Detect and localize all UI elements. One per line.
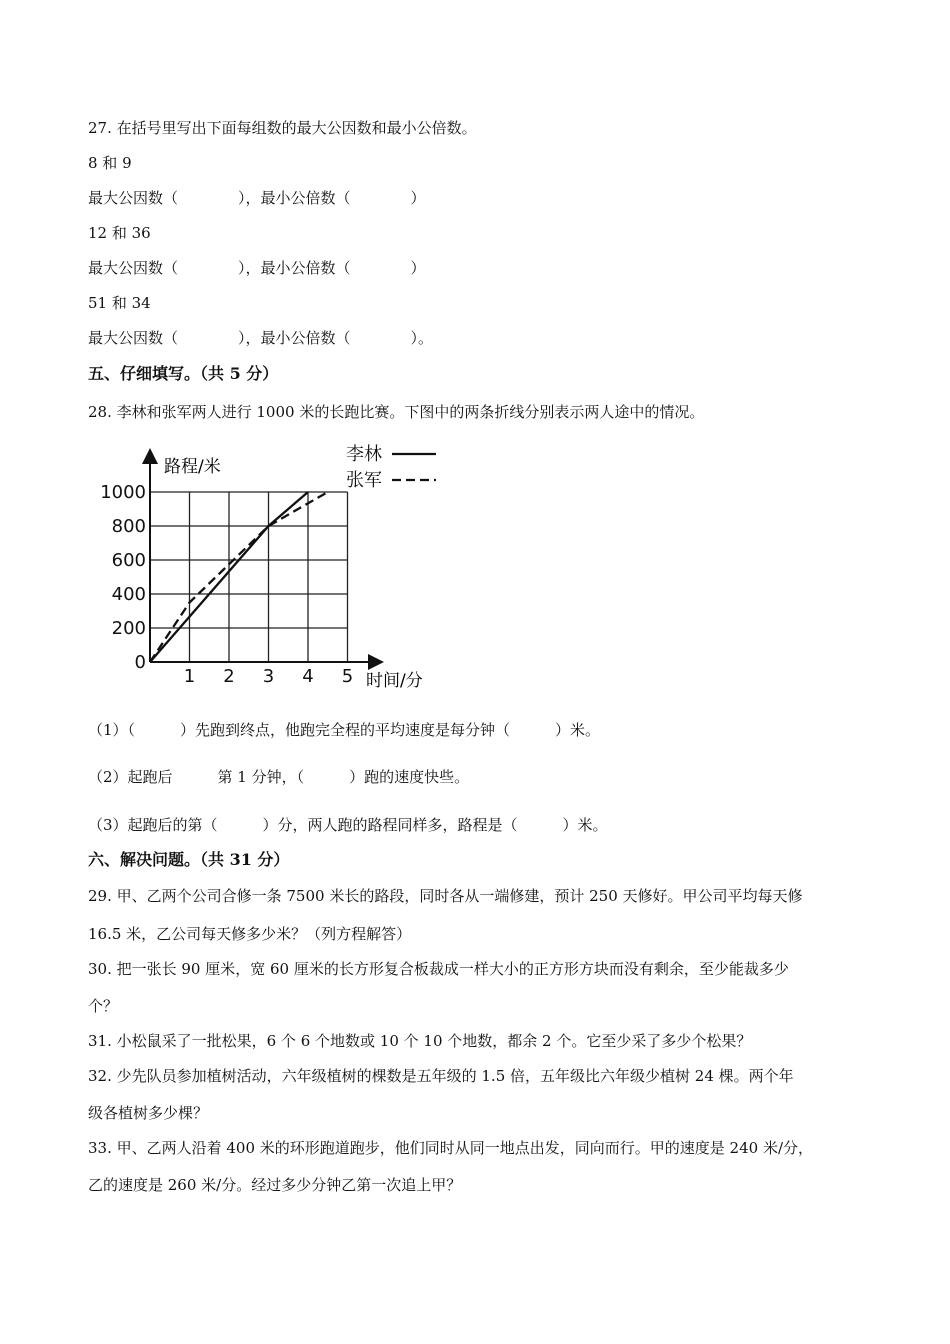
y-tick-label: 400: [111, 584, 146, 605]
y-tick-label: 1000: [100, 482, 146, 503]
x-tick-label: 1: [183, 666, 196, 687]
y-tick-label: 0: [134, 652, 146, 673]
y-tick-label: 600: [111, 550, 146, 571]
q33-line2: 乙的速度是 260 米/分。经过多少分钟乙第一次追上甲？: [88, 1176, 462, 1194]
q27-group3-pair: 51 和 34: [88, 294, 151, 312]
x-axis-label: 时间/分: [366, 671, 423, 691]
q27-group2-pair: 12 和 36: [88, 224, 151, 242]
series-line-zhangjun: [150, 492, 328, 662]
q27-group1-pair: 8 和 9: [88, 154, 132, 172]
section6-title: 六、解决问题。（共 31 分）: [88, 850, 290, 869]
q29-line1: 29. 甲、乙两个公司合修一条 7500 米长的路段，同时各从一端修建，预计 250 天修好。甲公司平均每天修: [88, 887, 803, 905]
q32-line1: 32. 少先队员参加植树活动，六年级植树的棵数是五年级的 1.5 倍，五年级比六年级少植树 24 棵。两个年: [88, 1067, 794, 1085]
q30-line1: 30. 把一张长 90 厘米，宽 60 厘米的长方形复合板裁成一样大小的正方形方块而没有剩余，至少能裁多少: [88, 960, 789, 978]
legend-label: 李林: [346, 444, 382, 465]
y-tick-label: 200: [111, 618, 146, 639]
q27-group2-answer: 最大公因数（ ），最小公倍数（ ）: [88, 259, 426, 277]
q28-sub3: （3）起跑后的第（ ）分，两人跑的路程同样多，路程是（ ）米。: [88, 816, 608, 834]
chart-grid: [150, 492, 348, 662]
q29-line2: 16.5 米，乙公司每天修多少米？（列方程解答）: [88, 925, 412, 943]
q33-line1: 33. 甲、乙两人沿着 400 米的环形跑道跑步，他们同时从同一地点出发，同向而行。甲的速度是 240 米/分，: [88, 1139, 814, 1157]
distance-time-chart: [92, 436, 452, 692]
x-tick-label: 2: [223, 666, 235, 687]
q32-line2: 级各植树多少棵？: [88, 1104, 209, 1122]
x-tick-label: 3: [262, 666, 275, 687]
q30-line2: 个？: [88, 997, 119, 1015]
y-axis-label: 路程/米: [164, 457, 221, 477]
x-tick-label: 5: [341, 666, 354, 687]
q28-prompt: 28. 李林和张军两人进行 1000 米的长跑比赛。下图中的两条折线分别表示两人途中的情况。: [88, 403, 705, 421]
q28-sub2: （2）起跑后 第 1 分钟，（ ）跑的速度快些。: [88, 768, 470, 786]
q27-prompt: 27. 在括号里写出下面每组数的最大公因数和最小公倍数。: [88, 119, 477, 137]
y-tick-label: 800: [111, 516, 146, 537]
q28-sub1: （1）（ ）先跑到终点，他跑完全程的平均速度是每分钟（ ）米。: [88, 721, 601, 739]
legend-label: 张军: [346, 470, 382, 491]
q31-line1: 31. 小松鼠采了一批松果，6 个 6 个地数或 10 个 10 个地数，都余 2 个。它至少采了多少个松果？: [88, 1032, 752, 1050]
q27-group3-answer: 最大公因数（ ），最小公倍数（ ）。: [88, 329, 434, 347]
section5-title: 五、仔细填写。（共 5 分）: [88, 364, 279, 383]
q27-group1-answer: 最大公因数（ ），最小公倍数（ ）: [88, 189, 426, 207]
chart-legend: [346, 444, 436, 491]
x-tick-label: 4: [302, 666, 314, 687]
